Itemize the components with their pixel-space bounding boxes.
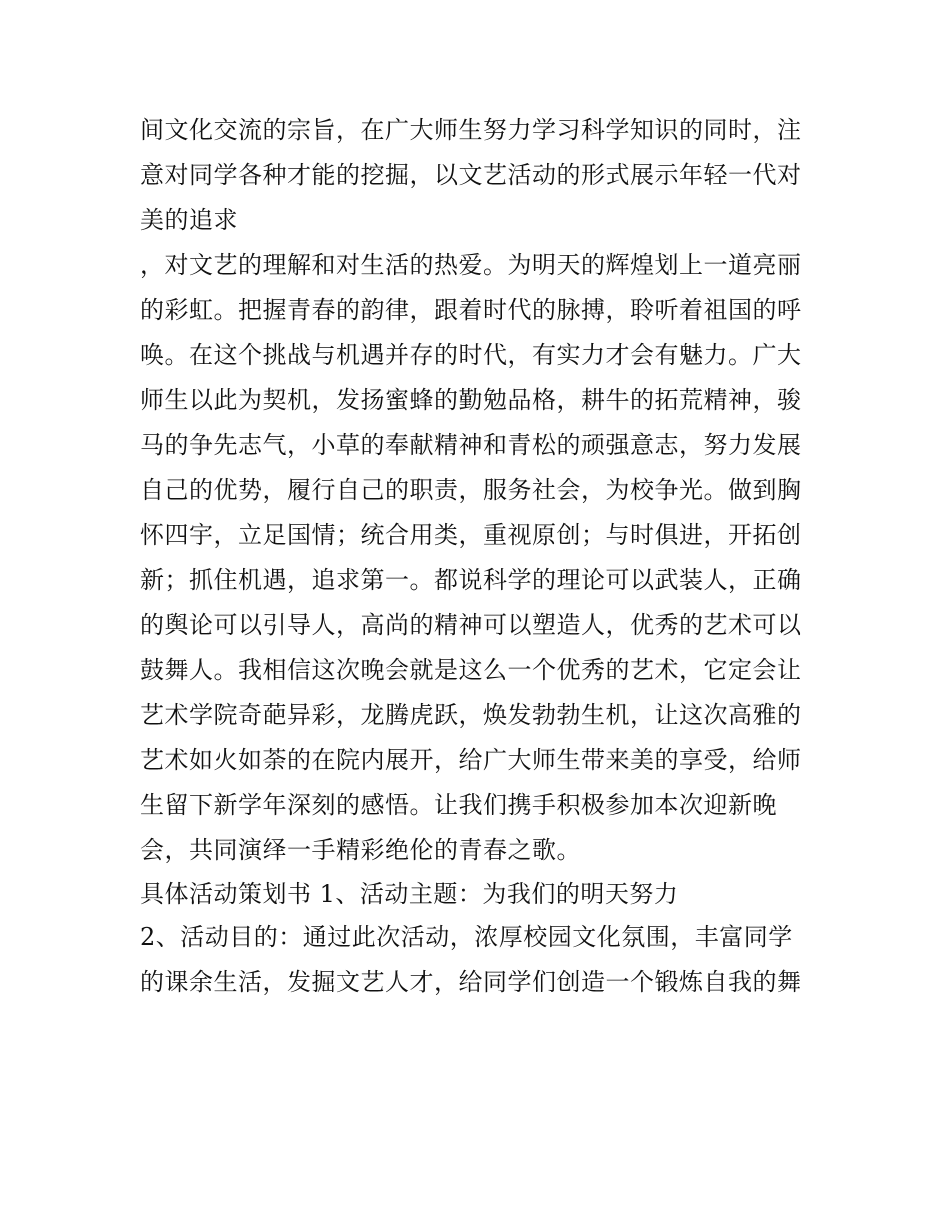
- text-line: 鼓舞人。我相信这次晚会就是这么一个优秀的艺术，它定会让: [140, 656, 802, 684]
- text-line: 唤。在这个挑战与机遇并存的时代，有实力才会有魅力。广大: [140, 341, 802, 369]
- text-line: 会，共同演绎一手精彩绝伦的青春之歌。: [140, 836, 581, 864]
- text-line: 美的追求: [140, 206, 238, 234]
- text-line: 的彩虹。把握青春的韵律，跟着时代的脉搏，聆听着祖国的呼: [140, 296, 802, 324]
- text-line: 的课余生活，发掘文艺人才，给同学们创造一个锻炼自我的舞: [140, 968, 802, 996]
- section-heading-line: 具体活动策划书 1、活动主题：为我们的明天努力: [140, 880, 679, 908]
- text-line: 意对同学各种才能的挖掘，以文艺活动的形式展示年轻一代对: [140, 161, 802, 189]
- text-line: 师生以此为契机，发扬蜜蜂的勤勉品格，耕牛的拓荒精神，骏: [140, 386, 802, 414]
- body-text: [140, 108, 820, 1005]
- text-line: 的舆论可以引导人，高尚的精神可以塑造人，优秀的艺术可以: [140, 611, 802, 639]
- text-line: 2、活动目的：通过此次活动，浓厚校园文化氛围，丰富同学: [140, 923, 793, 951]
- text-line: 间文化交流的宗旨，在广大师生努力学习科学知识的同时，注: [140, 116, 802, 144]
- text-line: 自己的优势，履行自己的职责，服务社会，为校争光。做到胸: [140, 476, 802, 504]
- text-line: 艺术如火如荼的在院内展开，给广大师生带来美的享受，给师: [140, 746, 802, 774]
- text-line: 艺术学院奇葩异彩，龙腾虎跃，焕发勃勃生机，让这次高雅的: [140, 701, 802, 729]
- text-line: ，对文艺的理解和对生活的热爱。为明天的辉煌划上一道亮丽: [140, 251, 802, 279]
- text-line: 新；抓住机遇，追求第一。都说科学的理论可以武装人，正确: [140, 566, 802, 594]
- text-line: 怀四宇，立足国情；统合用类，重视原创；与时俱进，开拓创: [140, 521, 802, 549]
- text-line: 马的争先志气，小草的奉献精神和青松的顽强意志，努力发展: [140, 431, 802, 459]
- text-line: 生留下新学年深刻的感悟。让我们携手积极参加本次迎新晚: [140, 791, 777, 819]
